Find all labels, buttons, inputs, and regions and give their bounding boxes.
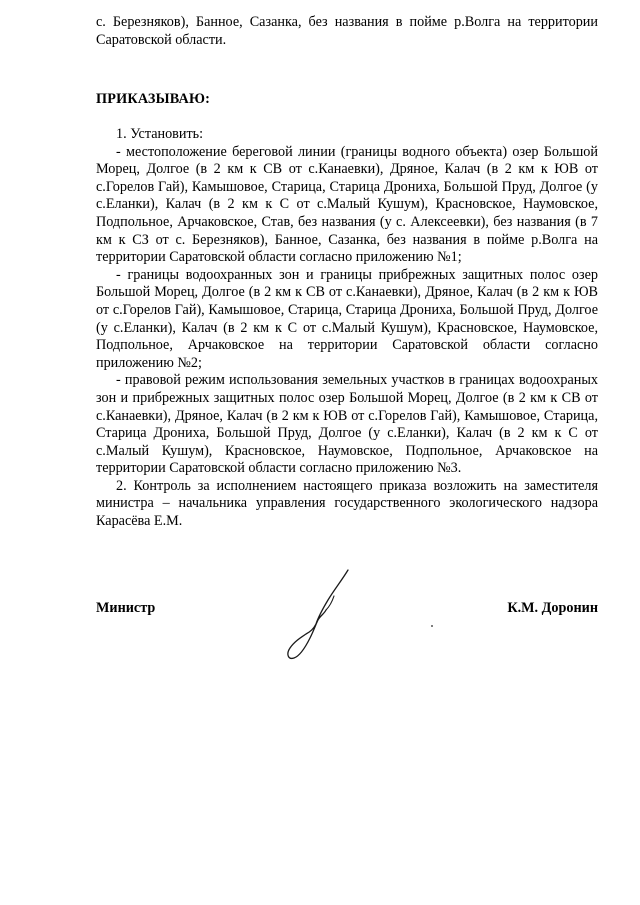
scan-speck — [431, 625, 433, 627]
item-1-subitem-shoreline: - местоположение береговой линии (границы водного объекта) озер Большой Морец, Долгое (в 2 км к СВ от с.Канаевки), Дряное, Калач (в 2 км к ЮВ от с.Горелов Гай), Камышовое, Старица, Старица Дрониха, Большой Пруд, Долгое (у с.Еланки), Калач (в 2 км к С от с.Малый Кушум), Красновское, Наумовское, Подпольное, Арчаковское, Став, без названия (у с. Алексеевки), без названия (в 7 км к СЗ от с. Березняков), Банное, Сазанка, без названия в пойме р.Волга на территории Саратовской области согласно приложению №1; — [96, 143, 598, 266]
handwritten-signature — [276, 566, 366, 666]
signatory-name: К.М. Доронин — [507, 600, 598, 616]
signatory-role: Министр — [96, 600, 156, 616]
item-1-subitem-legal-regime: - правовой режим использования земельных участков в границах водоохраных зон и прибрежных защитных полос озер Большой Морец, Долгое (в 2 км к СВ от с.Канаевки), Дряное, Калач (в 2 км к ЮВ от с.Горелов Гай), Камышовое, Старица, Старица Дрониха, Большой Пруд, Долгое (у с.Еланки), Калач (в 2 км к С от с.Малый Кушум), Красновское, Наумовское, Подпольное, Арчаковское на территории Саратовской области согласно приложению №3. — [96, 372, 598, 477]
order-heading: ПРИКАЗЫВАЮ: — [96, 91, 211, 107]
item-1-subitem-water-protection-zones: - границы водоохранных зон и границы прибрежных защитных полос озер Большой Морец, Долгое (в 2 км к СВ от с.Канаевки), Дряное, Калач (в 2 км к ЮВ от с.Горелов Гай), Камышовое, Старица, Старица Дрониха, Большой Пруд, Долгое (у с.Еланки), Калач (в 2 км к С от с.Малый Кушум), Красновское, Наумовское, Подпольное, Арчаковское на территории Саратовской области согласно приложению №2; — [96, 266, 598, 371]
item-1-label: 1. Установить: — [116, 126, 204, 142]
item-2-control: 2. Контроль за исполнением настоящего приказа возложить на заместителя министра – начальника управления государственного экологического надзора Карасёва Е.М. — [96, 477, 598, 530]
intro-paragraph — [96, 14, 598, 49]
intro-text: с. Березняков), Банное, Сазанка, без названия в пойме р.Волга на территории Саратовской области. — [96, 14, 598, 48]
order-body — [96, 126, 598, 531]
